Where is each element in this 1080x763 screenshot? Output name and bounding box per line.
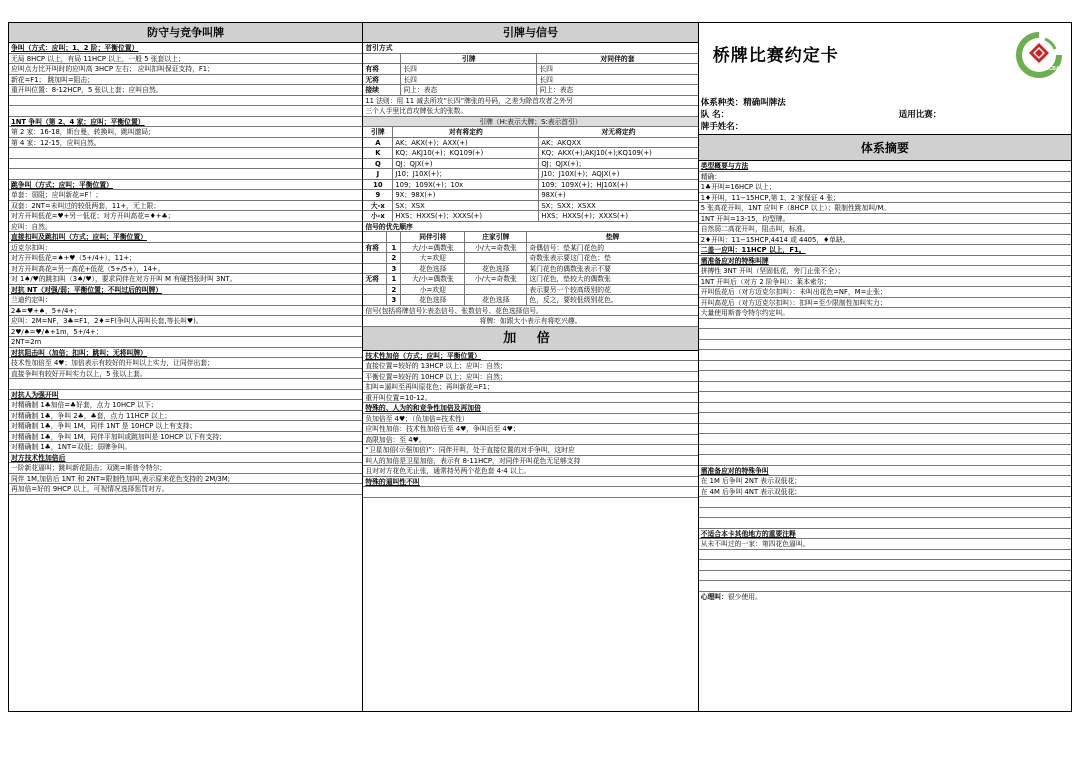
lead-cell: J10；J10X(+)；AQJX(+): [539, 169, 697, 180]
special-double-row: 负加倍至 4♥；（负加倍=技术性）: [363, 414, 697, 425]
forcing-pass-row: [363, 487, 697, 498]
takeout-double-row: 平衡位置=较好的 10HCP 以上；应叫：自然；: [363, 372, 697, 383]
summary-row: 精确：: [699, 172, 1071, 183]
lead-cell: K: [363, 148, 393, 159]
rule11-line-a: 11 法则：用 11 减去所攻“长四”牌张的号码，之差为除首攻者之外另: [363, 96, 697, 107]
signal-cell: 花色选择: [465, 264, 527, 275]
first-lead-cell: 长四: [401, 75, 537, 86]
summary-row: 5 张高花开叫，1NT 应叫 F（8HCP 以上）；限制性跳加叫/M。: [699, 203, 1071, 214]
lead-head-cell: 对无将定约: [539, 127, 697, 138]
special-double-row: 且对对方花色无止张，通常持另两个花色套 4-4 以上。: [363, 466, 697, 477]
first-lead-head-cell: 对同伴的套: [537, 54, 697, 65]
vs-nt-row: 2NT=2m: [9, 337, 362, 348]
signal-cell: 花色选择: [401, 295, 465, 306]
special-bids-row: [699, 350, 1071, 361]
summary-title: 类型概要与方法: [699, 161, 1071, 172]
first-lead-cell: 无将: [363, 75, 401, 86]
special-overcalls-title: 需准备应对的特殊争叫: [699, 466, 1071, 477]
special-double-row: “卫星加倍(示强加倍)”：同伴开叫，处于直接位置的对手争叫，这时应: [363, 445, 697, 456]
special-bids-row: [699, 319, 1071, 330]
first-lead-head-cell: 引牌: [401, 54, 537, 65]
signal-cell: [363, 285, 387, 296]
leads-header: 引牌与信号: [363, 23, 697, 43]
takeout-double-title: 技术性加倍（方式；应叫；平衡位置）: [363, 351, 697, 362]
summary-row: 1NT 开叫=13-15，均型牌。: [699, 214, 1071, 225]
signal-cell: 奇数张表示要这门花色；垫: [527, 253, 697, 264]
nt-overcall-row: 第 4 家：12-15，应叫自然。: [9, 138, 362, 149]
vs-strong-club-row: 对精确制 1♣，争叫 2♣，♣套，点力 11HCP 以上；: [9, 411, 362, 422]
signal-cell: 无将: [363, 274, 387, 285]
special-overcalls-row: [699, 508, 1071, 519]
two-over-one-title: 二盖一应叫：11HCP 以上，F1。: [699, 245, 1071, 256]
nt-overcall-title: 1NT 争叫（第 2、4 家；应叫；平衡位置）: [9, 117, 362, 128]
system-column: [699, 23, 1071, 711]
team-name: 队 名：: [700, 110, 730, 120]
nt-overcall-row: [9, 159, 362, 170]
notes-row: [699, 560, 1071, 571]
lead-cell: 10: [363, 180, 393, 191]
signal-cell: 大/小=偶数张: [401, 274, 465, 285]
signal-head-cell: [387, 232, 401, 243]
overcall-row: [9, 106, 362, 117]
leads-title: 引牌（H:表示大牌；S:表示首引）: [363, 117, 697, 128]
lead-cell: QJ；QJX(+)；: [539, 159, 697, 170]
psych-value: 很少使用。: [727, 592, 762, 601]
cuebid-row: 对方开叫高花=另一高花+低花（5+/5+），14+。: [9, 264, 362, 275]
first-lead-cell: 有将: [363, 64, 401, 75]
signal-cell: 有将: [363, 243, 387, 254]
first-lead-head-cell: [363, 54, 401, 65]
signal-cell: 奇偶信号：垫某门花色的: [527, 243, 697, 254]
psych-row: [699, 592, 1071, 603]
lead-cell: HXS；HXXS(+)；XXXS(+): [393, 211, 539, 222]
signal-cell: 2: [387, 253, 401, 264]
special-bids-row: [699, 403, 1071, 414]
notes-row: [699, 581, 1071, 592]
convention-card: [8, 22, 1072, 712]
signal-cell: [363, 253, 387, 264]
cuebid-row: 对 1♠/♥的跳扣叫（3♠/♥），要求同伴在对方开叫 M 有硬挡张时叫 3NT。: [9, 274, 362, 285]
summary-row: 1♦开叫，11−15HCP,第 1、2 家保证 4 张；: [699, 193, 1071, 204]
lead-cell: 109；109X(+)；HJ10X(+): [539, 180, 697, 191]
lead-cell: SX；SXX；XSXX: [539, 201, 697, 212]
lead-cell: 小-x: [363, 211, 393, 222]
special-bids-row: 开叫低花后（对方迈克尔扣叫）：未叫出花色=NF，M=止张；: [699, 287, 1071, 298]
special-overcalls-row: [699, 518, 1071, 529]
cuebid-row: 对方开叫低花=♠+♥（5+/4+），11+；: [9, 253, 362, 264]
summary-row: 1♣开叫=16HCP 以上；: [699, 182, 1071, 193]
nt-overcall-row: [9, 148, 362, 159]
signal-cell: 3: [387, 295, 401, 306]
special-bids-row: [699, 329, 1071, 340]
notes-row: 从未不叫过的一家：第四花色逼叫。: [699, 539, 1071, 550]
special-bids-row: [699, 361, 1071, 372]
leads-signals-column: [363, 23, 698, 711]
lead-cell: AK；AKX(+)；AXX(+): [393, 138, 539, 149]
vs-nt-row: 兰迪约定叫：: [9, 295, 362, 306]
jump-overcall-row: 应叫：自然。: [9, 222, 362, 233]
special-bids-row: [699, 434, 1071, 445]
vs-preempt-row: [9, 379, 362, 390]
notes-title: 不适合本卡其他地方的重要注释: [699, 529, 1071, 540]
special-bids-row: [699, 392, 1071, 403]
signal-cell: 大/小=偶数张: [401, 243, 465, 254]
lead-cell: Q: [363, 159, 393, 170]
special-double-title: 特殊的、人为的和竞争性加倍及再加倍: [363, 403, 697, 414]
signal-head-cell: 同伴引将: [401, 232, 465, 243]
special-bids-row: [699, 413, 1071, 424]
lead-cell: KQ；AKX(+);AKJ10(+);KQ109(+): [539, 148, 697, 159]
special-bids-row: 开叫高花后（对方迈克尔扣叫）：扣叫=至少限制性加叫实力；: [699, 298, 1071, 309]
after-double-title: 对方技术性加倍后: [9, 453, 362, 464]
special-bids-row: [699, 382, 1071, 393]
signal-cell: [465, 253, 527, 264]
overcall-row: [9, 96, 362, 107]
after-double-row: 同伴 1M,加倍后 1NT 和 2NT=限制性加叫,表示原来花色支持的 2M/3M;: [9, 474, 362, 485]
overcall-title: 争叫（方式：应叫；1、2 阶；平衡位置）: [9, 43, 362, 54]
event-label: 适用比赛：: [898, 110, 942, 120]
signal-cell: 2: [387, 285, 401, 296]
vs-strong-club-row: 对精确制 1♣，1NT=双低；弱牌争叫。: [9, 442, 362, 453]
discard-line-a: 信号(包括将牌信号):表态信号、张数信号、花色选择信号。: [363, 306, 697, 317]
card-title: 桥牌比赛约定卡: [712, 46, 839, 66]
signal-cell: 1: [387, 243, 401, 254]
forcing-pass-title: 特殊的逼叫性不叫: [363, 477, 697, 488]
summary-row: 自然弱二高花开叫，阻击叫，标准。: [699, 224, 1071, 235]
lead-cell: SX；XSX: [393, 201, 539, 212]
signal-cell: 小/大=奇数张: [465, 274, 527, 285]
player-names: 牌手姓名：: [700, 122, 744, 132]
special-bids-row: [699, 445, 1071, 456]
lead-cell: A: [363, 138, 393, 149]
overcall-row: 重开叫位置：8-12HCP，5 张以上套；应叫自然。: [9, 85, 362, 96]
lead-cell: 9: [363, 190, 393, 201]
jump-overcall-title: 跳争叫（方式；应叫；平衡位置）: [9, 180, 362, 191]
special-bids-title: 需准备应对的特殊叫牌: [699, 256, 1071, 267]
vs-strong-club-row: 对精确制 1♣，争叫 1M，同伴平加叫或跳加叫是 10HCP 以下有支持；: [9, 432, 362, 443]
vs-strong-club-title: 对抗人为强开叫: [9, 390, 362, 401]
overcall-row: 新花=F1； 跳加叫=阻击；: [9, 75, 362, 86]
signal-cell: 花色选择: [465, 295, 527, 306]
lead-head-cell: 引牌: [363, 127, 393, 138]
signal-head-cell: 庄家引牌: [465, 232, 527, 243]
after-double-row: 再加倍=好的 9HCP 以上，可视情况选择惩罚对方。: [9, 484, 362, 495]
leads-table: [363, 127, 697, 222]
vs-nt-title: 对抗 NT（对强/弱；平衡位置；不叫过后的叫牌）: [9, 285, 362, 296]
system-type: 体系种类：精确叫牌法: [700, 98, 786, 108]
discard-line-b: 将牌：如跟大小表示有将吃兴趣。: [363, 316, 697, 327]
special-bids-row: [699, 371, 1071, 382]
jump-overcall-row: 单套：弱阻；应叫新花=F！；: [9, 190, 362, 201]
special-bids-row: [699, 340, 1071, 351]
signal-cell: 3: [387, 264, 401, 275]
special-bids-row: 大量使用斯普令特尔约定叫。: [699, 308, 1071, 319]
first-lead-cell: 长四: [537, 64, 697, 75]
lead-cell: 大-x: [363, 201, 393, 212]
first-lead-cell: 同上：表态: [401, 85, 537, 96]
lead-cell: J10；J10X(+)；: [393, 169, 539, 180]
rule11-line-b: 三个人手里比首攻牌张大的张数。: [363, 106, 697, 117]
jump-overcall-row: 对方开叫低花=♥+另一低花；对方开叫高花=♦+♣；: [9, 211, 362, 222]
special-overcalls-row: [699, 497, 1071, 508]
signal-cell: 花色选择: [401, 264, 465, 275]
lead-cell: J: [363, 169, 393, 180]
takeout-double-row: 直接位置=较好的 13HCP 以上；应叫：自然；: [363, 361, 697, 372]
special-double-row: 应叫性加倍：技术性加倍后至 4♥，争叫后至 4♥；: [363, 424, 697, 435]
signal-cell: 小=欢迎: [401, 285, 465, 296]
jump-overcall-row: 双套：2NT=未叫过的较低两套，11+，无上限；: [9, 201, 362, 212]
vs-strong-club-row: 对精确制 1♣，争叫 1M，同伴 1NT 是 10HCP 以上有支持；: [9, 421, 362, 432]
lead-cell: 9X；98X(+): [393, 190, 539, 201]
special-double-row: 高限加倍：至 4♥。: [363, 435, 697, 446]
takeout-double-row: 重开叫位置=10-12。: [363, 393, 697, 404]
lead-head-cell: 对有将定约: [393, 127, 539, 138]
vs-nt-row: 应叫：2M=NF，3♣=F1，2♦=F(争叫人再叫长套,等长叫♥)。: [9, 316, 362, 327]
summary-header: 体系摘要: [699, 135, 1071, 161]
vs-nt-row: 2♣=♥+♠，5+/4+；: [9, 306, 362, 317]
defensive-header: 防守与竞争叫牌: [9, 23, 362, 43]
lead-cell: QJ；QJX(+): [393, 159, 539, 170]
summary-row: 2♦开叫：11−15HCP,4414 或 4405，♦单缺。: [699, 235, 1071, 246]
signal-cell: 大=欢迎: [401, 253, 465, 264]
signal-cell: 表示要另一个较高级别的花: [527, 285, 697, 296]
cuebid-row: 迈克尔扣叫：: [9, 243, 362, 254]
special-overcalls-row: 在 4M 后争叫 4NT 表示双低花；: [699, 487, 1071, 498]
special-overcalls-row: 在 1M 后争叫 2NT 表示双低花；: [699, 476, 1071, 487]
signal-cell: 某门花色的偶数张表示不要: [527, 264, 697, 275]
lead-cell: 109；109X(+)；10x: [393, 180, 539, 191]
lead-cell: AK；AKQXX: [539, 138, 697, 149]
special-bids-row: [699, 455, 1071, 466]
signal-cell: 1: [387, 274, 401, 285]
notes-row: [699, 571, 1071, 582]
signal-cell: [363, 295, 387, 306]
vs-strong-club-row: 对精确制 1♣加倍=♣好套，点力 10HCP 以下；: [9, 400, 362, 411]
special-bids-row: 拼搏性 3NT 开叫（坚固低花，旁门止张不全）；: [699, 266, 1071, 277]
signals-table: [363, 232, 697, 306]
double-header: 加 倍: [363, 327, 697, 351]
priority-title: 信号的优先顺序: [363, 222, 697, 233]
signal-cell: [465, 285, 527, 296]
logo-text: CCBA: [1045, 66, 1060, 72]
first-lead-cell: 接续: [363, 85, 401, 96]
nt-overcall-row: 第 2 家：16-18，斯台曼，转换叫，跳叫邀局；: [9, 127, 362, 138]
vs-preempt-title: 对抗阻击叫（加倍；扣叫；跳叫；无将叫牌）: [9, 348, 362, 359]
after-double-row: 一阶新花逼叫；跳叫新花阻击；双跳=斯普令特尔；: [9, 463, 362, 474]
signal-cell: 这门花色，垫较大的偶数张: [527, 274, 697, 285]
overcall-row: 无局 8HCP 以上，有局 11HCP 以上，一般 5 张套以上；: [9, 54, 362, 65]
notes-row: [699, 550, 1071, 561]
lead-cell: HXS；HXXS(+)；XXXS(+): [539, 211, 697, 222]
first-lead-table: [363, 54, 697, 96]
first-lead-cell: 长四: [401, 64, 537, 75]
special-bids-row: 1NT 开叫后（对方 2 阶争叫）：莱本索尔；: [699, 277, 1071, 288]
vs-preempt-row: 技术性加倍至 4♥；加倍表示有较好的开叫以上实力，让同伴出套；: [9, 358, 362, 369]
first-lead-cell: 长四: [537, 75, 697, 86]
special-double-row: 叫人的加倍是卫星加倍，表示有 8-11HCP，对同伴开叫花色无足够支持: [363, 456, 697, 467]
lead-cell: 98X(+): [539, 190, 697, 201]
special-bids-row: [699, 424, 1071, 435]
cuebid-title: 直接扣叫及跳扣叫（方式；应叫；平衡位置）: [9, 232, 362, 243]
lead-cell: KQ；AKJ10(+)；KQ109(+): [393, 148, 539, 159]
signal-head-cell: 垫牌: [527, 232, 697, 243]
signal-head-cell: [363, 232, 387, 243]
nt-overcall-row: [9, 169, 362, 180]
takeout-double-row: 扣叫=逼叫至再叫原花色；再叫新花=F1；: [363, 382, 697, 393]
card-title-block: [699, 23, 1071, 135]
vs-nt-row: 2♥/♠=♥/♠+1m，5+/4+；: [9, 327, 362, 338]
ccba-logo: [1015, 31, 1063, 79]
first-lead-cell: 同上：表态: [537, 85, 697, 96]
vs-preempt-row: 直接争叫有较好开叫实力以上，5 张以上套。: [9, 369, 362, 380]
psych-label: 心理叫：: [700, 592, 728, 601]
overcall-row: 应叫点力比开叫时的应叫高 3HCP 左右； 应叫扣叫保证支持，F1；: [9, 64, 362, 75]
defensive-bidding-column: [9, 23, 363, 711]
first-lead-title: 首引方式: [363, 43, 697, 54]
signal-cell: 小/大=奇数张: [465, 243, 527, 254]
signal-cell: [363, 264, 387, 275]
signal-cell: 色，反之，要较低级别花色。: [527, 295, 697, 306]
